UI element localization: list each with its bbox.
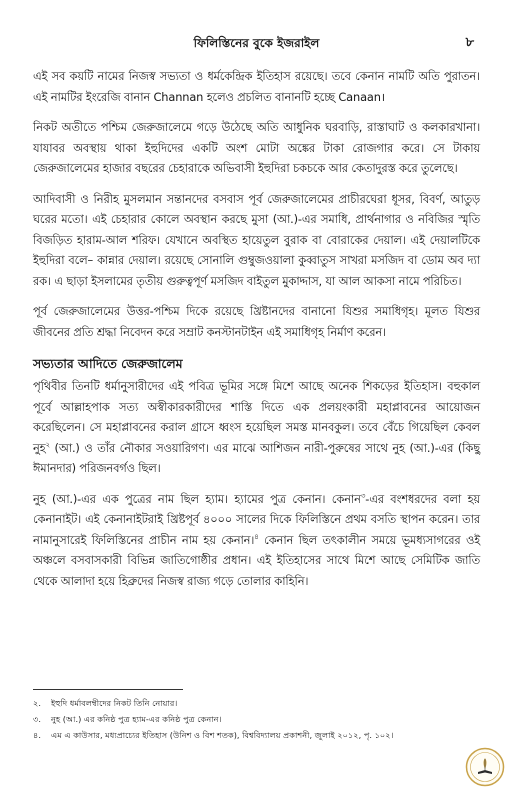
paragraph-3: আদিবাসী ও নিরীহ মুসলমান সন্তানদের বসবাস পূর্ব জেরুজালেমের প্রাচীরঘেরা ধূসর, বিবর্ণ, আতুড় ঘরের মতো। এই চেহারার কোলে অবস্থান করছে মুসা (আ.)-এর সমাধি, প্রার্থনাগার ও নবিজির স্মৃতি বিজড়িত হারাম-আল শরিফ। যেখানে অবস্থিত হায়েতুল বুরাক বা বোরাকের দেয়াল। এই দেয়ালটিকে ইহুদিরা বলে– কান্নার দেয়াল। রয়েছে সোনালি গুম্বুজওয়ালা কুব্বাতুস সাখরা মসজিদ বা ডোম অব দ্যা রক। এ ছাড়া ইসলামের তৃতীয় গুরুত্বপূর্ণ মসজিদ বাইতুল মুকাদ্দাস, যা আল আকসা নামে পরিচিত। (33, 191, 480, 288)
footnote-ref-3[interactable]: ৩ (360, 491, 366, 500)
footnotes (33, 695, 480, 743)
footnote-2 (33, 695, 480, 711)
section-paragraph-1 (33, 376, 480, 479)
running-header (33, 33, 480, 55)
footnote-text: ইহুদি ধর্মাবলম্বীদের নিকট তিনি নোয়ার। (51, 698, 178, 708)
section-p2-text-a: নুহ (আ.)-এর এক পুত্রের নাম ছিল হ্যাম। হ্যামের পুত্র কেনান। কেনান (33, 491, 361, 506)
publisher-seal-icon (465, 747, 505, 787)
footnote-text: এম এ কাউসার, মধ্যপ্রাচ্যের ইতিহাস (উনিশ ও বিশ শতক), বিশ্ববিদ্যালয় প্রকাশনী, জুলাই ২০১২, পৃ. ১০২। (51, 730, 394, 740)
body-text (33, 66, 480, 601)
footnote-4 (33, 727, 480, 743)
section-heading: সভ্যতার আদিতে জেরুজালেম (33, 356, 183, 371)
footnote-number: ৪. (33, 730, 41, 740)
section-p1-text-a: পৃথিবীর তিনটি ধর্মানুসারীদের এই পবিত্র ভূমির সঙ্গে মিশে আছে অনেক শিকড়ের ইতিহাস। বহুকাল পূর্বে আল্লাহপাক সত্য অস্বীকারকারীদের শাস্তি দিতে এক প্রলয়ংকারী মহাপ্লাবনের আয়োজন করেছিলেন। সে মহাপ্লাবনের করাল গ্রাসে ধ্বংস হয়েছিল সমস্ত মানবকুল। তবে বেঁচে গিয়েছিল কেবল নুহ (33, 379, 480, 455)
footnote-3 (33, 711, 480, 727)
footnote-ref-2[interactable]: ২ (45, 440, 50, 449)
section-p2-text-b: -এর বংশধরদের বলা হয় কেনানাইট। এই কেনানাইটরাই খ্রিষ্টপূর্ব ৪০০০ সালের দিকে ফিলিস্তিনে প্রথম বসতি স্থাপন করেন। তার নামানুসারেই ফিলিস্তিনের প্রাচীন নাম হয় কেনান। (33, 491, 480, 547)
running-title: ফিলিস্তিনের বুকে ইজরাইল (193, 36, 320, 50)
footnote-number: ২. (33, 698, 41, 708)
footnote-divider (33, 689, 183, 690)
section-p2-text-c: কেনান ছিল তৎকালীন সময়ে ভূমধ্যসাগরের ওই অঞ্চলে বসবাসকারী বিভিন্ন জাতিগোষ্ঠীর প্রধান। এই ইতিহাসের সাথে মিশে আছে সেমিটিক জাতি থেকে আলাদা হয়ে হিব্রুদের নিজস্ব রাজ্য গড়ে তোলার কাহিনি। (33, 532, 480, 588)
paragraph-1: এই সব কয়টি নামের নিজস্ব সভ্যতা ও ধর্মকেন্দ্রিক ইতিহাস রয়েছে। তবে কেনান নামটি অতি পুরাতন। এই নামটির ইংরেজি বানান Channan হলেও প্রচলিত বানানটি হচ্ছে Canaan। (33, 69, 480, 104)
page-number: ৮ (465, 35, 474, 50)
footnote-ref-4[interactable]: ৪ (254, 532, 259, 541)
section-paragraph-2 (33, 489, 480, 592)
footnote-number: ৩. (33, 714, 41, 724)
section-p1-text-b: (আ.) ও তাঁর নৌকার সওয়ারিগণ। এর মাঝে আশিজন নারী-পুরুষের সাথে নুহ (আ.)-এর (কিছু ঈমানদার) পরিজনবর্গও ছিল। (33, 440, 480, 475)
paragraph-2: নিকট অতীতে পশ্চিম জেরুজালেমে গড়ে উঠেছে অতি আধুনিক ঘরবাড়ি, রাস্তাঘাট ও কলকারখানা। যাযাবর অবস্থায় থাকা ইহুদিদের একটি অংশ মোটা অঙ্কের টাকা রোজগার করে। সে টাকায় জেরুজালেমের হাজার বছরের চেহারাকে অভিবাসী ইহুদিরা চকচকে আর কেতাদুরস্ত করে তুলেছে। (33, 120, 480, 175)
paragraph-4: পূর্ব জেরুজালেমের উত্তর-পশ্চিম দিকে রয়েছে খ্রিষ্টানদের বানানো যিশুর সমাধিগৃহ। মূলত যিশুর জীবনের প্রতি শ্রদ্ধা নিবেদন করে সম্রাট কনস্টানটাইন এই সমাধিগৃহ নির্মাণ করেন। (33, 304, 480, 339)
footnote-text: নুহ (আ.) এর কনিষ্ঠ পুত্র হ্যাম-এর কনিষ্ঠ পুত্র কেনান। (51, 714, 222, 724)
